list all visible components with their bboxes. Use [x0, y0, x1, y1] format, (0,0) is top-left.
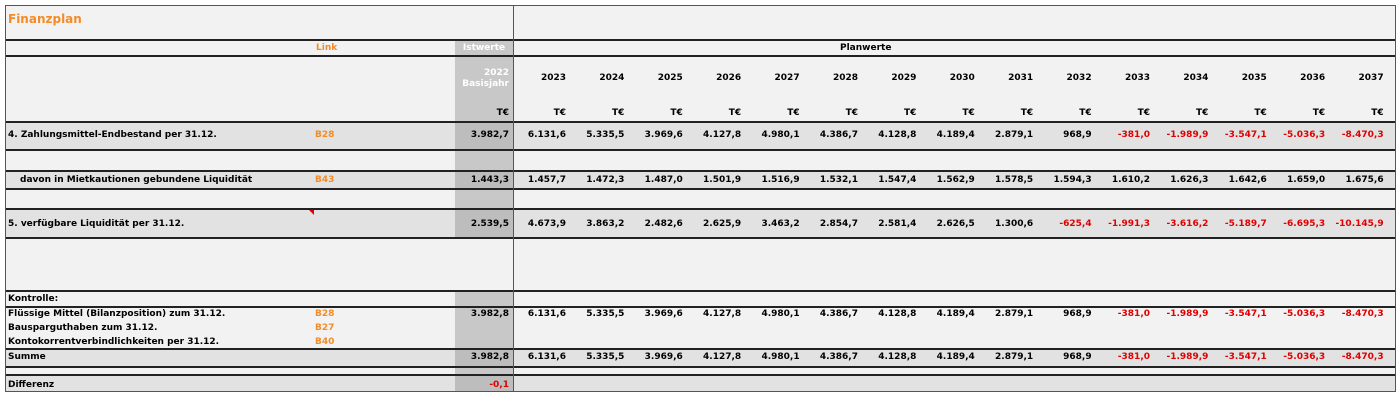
kontrolle-label: Kontrolle: — [8, 294, 59, 304]
row-miet-link[interactable]: B43 — [315, 175, 335, 185]
row-4-value-cell: 968,9 — [1063, 130, 1092, 140]
row-5-value-cell: 2.581,4 — [878, 219, 917, 229]
row-miet-value-cell: 1.547,4 — [878, 175, 917, 185]
unit-header-cell: T€ — [1371, 108, 1384, 118]
fluessig-value-cell: 4.189,4 — [936, 309, 975, 319]
row-5-value-cell: -5.189,7 — [1224, 219, 1267, 229]
divider — [6, 237, 1395, 239]
unit-header-cell: T€ — [1079, 108, 1092, 118]
bauspar-label: Bausparguthaben zum 31.12. — [8, 323, 158, 333]
row-5-value-cell: 1.300,6 — [995, 219, 1034, 229]
summe-value-cell: 4.386,7 — [819, 352, 858, 362]
fluessig-value-cell: -3.547,1 — [1224, 309, 1267, 319]
fluessig-value-cell: 5.335,5 — [586, 309, 625, 319]
unit-header-cell: T€ — [1137, 108, 1150, 118]
summe-value-cell: -3.547,1 — [1224, 352, 1267, 362]
base-year: 2022 — [483, 68, 509, 78]
divider — [6, 170, 1395, 172]
row-4-value-cell: -3.547,1 — [1224, 130, 1267, 140]
year-header-cell: 2028 — [832, 73, 858, 83]
year-header-cell: 2025 — [657, 73, 683, 83]
row-5-value-cell: -1.991,3 — [1108, 219, 1150, 229]
row-5-value-cell: -6.695,3 — [1283, 219, 1326, 229]
row-miet-value-cell: 1.642,6 — [1228, 175, 1267, 185]
row-miet-value-cell: 1.457,7 — [527, 175, 566, 185]
year-header-cell: 2024 — [599, 73, 625, 83]
fluessig-value-cell: -1.989,9 — [1166, 309, 1209, 319]
finanzplan-sheet — [5, 5, 1396, 392]
unit-header-cell: T€ — [903, 108, 917, 118]
row-miet-value-cell: 1.516,9 — [761, 175, 800, 185]
unit-header-cell: T€ — [670, 108, 683, 118]
row-miet-value-cell: 1.532,1 — [819, 175, 858, 185]
summe-value-cell: 4.189,4 — [936, 352, 975, 362]
row-4-value-cell: -8.470,3 — [1341, 130, 1384, 140]
row-5-ist: 2.539,5 — [470, 219, 509, 229]
row-4-value-cell: 3.969,6 — [644, 130, 683, 140]
summe-value-cell: 4.980,1 — [761, 352, 800, 362]
fluessig-value-cell: 3.969,6 — [644, 309, 683, 319]
divider — [6, 121, 1395, 123]
summe-value-cell: -8.470,3 — [1341, 352, 1384, 362]
row-5-value-cell: 3.863,2 — [586, 219, 625, 229]
summe-value-cell: -381,0 — [1117, 352, 1150, 362]
year-header-cell: 2026 — [716, 73, 742, 83]
row-miet-value-cell: 1.675,6 — [1345, 175, 1384, 185]
fluessig-label: Flüssige Mittel (Bilanzposition) zum 31.12. — [8, 309, 226, 319]
fluessig-value-cell: 4.980,1 — [761, 309, 800, 319]
row-4-value-cell: 4.386,7 — [819, 130, 858, 140]
unit-ist: T€ — [496, 108, 509, 118]
year-header-cell: 2029 — [891, 73, 917, 83]
unit-header-cell: T€ — [553, 108, 566, 118]
konto-link[interactable]: B40 — [315, 337, 335, 347]
row-4-value-cell: 2.879,1 — [995, 130, 1034, 140]
row-miet-value-cell: 1.594,3 — [1053, 175, 1092, 185]
row-4-ist: 3.982,7 — [470, 130, 509, 140]
divider — [6, 208, 1395, 210]
year-header-cell: 2035 — [1241, 73, 1267, 83]
year-header-cell: 2037 — [1358, 73, 1384, 83]
summe-label: Summe — [8, 352, 46, 362]
row-miet-value-cell: 1.487,0 — [644, 175, 683, 185]
konto-label: Kontokorrentverbindlichkeiten per 31.12. — [8, 337, 220, 347]
divider — [6, 374, 1395, 376]
year-header-cell: 2031 — [1008, 73, 1034, 83]
row-4-value-cell: -381,0 — [1117, 130, 1150, 140]
row-miet-value-cell: 1.501,9 — [703, 175, 742, 185]
row-5-value-cell: -3.616,2 — [1166, 219, 1209, 229]
divider — [6, 306, 1395, 308]
summe-value-cell: -1.989,9 — [1166, 352, 1209, 362]
row-4-link[interactable]: B28 — [315, 130, 335, 140]
row-5-value-cell: -10.145,9 — [1335, 219, 1384, 229]
summe-value-cell: 6.131,6 — [527, 352, 566, 362]
divider — [6, 55, 1395, 57]
fluessig-value-cell: -5.036,3 — [1283, 309, 1326, 319]
unit-header-cell: T€ — [1195, 108, 1209, 118]
fluessig-value-cell: 6.131,6 — [527, 309, 566, 319]
row-miet-value-cell: 1.562,9 — [936, 175, 975, 185]
year-header-cell: 2032 — [1066, 73, 1092, 83]
row-5-value-cell: 2.854,7 — [819, 219, 858, 229]
divider — [6, 39, 1395, 41]
divider — [6, 348, 1395, 350]
unit-header-cell: T€ — [845, 108, 858, 118]
summe-value-cell: 3.969,6 — [644, 352, 683, 362]
row-5-value-cell: 2.482,6 — [644, 219, 683, 229]
row-5-value-cell: 4.673,9 — [527, 219, 566, 229]
row-4-value-cell: 5.335,5 — [586, 130, 625, 140]
page-title: Finanzplan — [8, 12, 82, 26]
divider — [6, 149, 1395, 151]
row-miet-value-cell: 1.578,5 — [995, 175, 1034, 185]
unit-header-cell: T€ — [611, 108, 625, 118]
row-4-value-cell: -1.989,9 — [1166, 130, 1209, 140]
istwerte-header: Istwerte — [462, 43, 506, 53]
row-miet-label: davon in Mietkautionen gebundene Liquidität — [20, 175, 253, 185]
year-header-cell: 2027 — [774, 73, 800, 83]
year-header-cell: 2036 — [1300, 73, 1326, 83]
differenz-label: Differenz — [8, 380, 55, 390]
link-header: Link — [316, 43, 338, 53]
row-4-value-cell: 6.131,6 — [527, 130, 566, 140]
divider — [6, 188, 1395, 190]
row-5-value-cell: -625,4 — [1059, 219, 1092, 229]
row-5-label: 5. verfügbare Liquidität per 31.12. — [8, 219, 185, 229]
base-year-sub: Basisjahr — [462, 79, 509, 89]
row-4-value-cell: 4.189,4 — [936, 130, 975, 140]
year-header-cell: 2034 — [1183, 73, 1209, 83]
summe-value-cell: 2.879,1 — [995, 352, 1034, 362]
year-header-cell: 2033 — [1124, 73, 1150, 83]
row-4-label: 4. Zahlungsmittel-Endbestand per 31.12. — [8, 130, 217, 140]
fluessig-link[interactable]: B28 — [315, 309, 335, 319]
year-header-cell: 2023 — [540, 73, 566, 83]
gap-area — [6, 238, 513, 291]
fluessig-value-cell: -8.470,3 — [1341, 309, 1384, 319]
unit-header-cell: T€ — [1312, 108, 1326, 118]
row-5-value-cell: 3.463,2 — [761, 219, 800, 229]
row-4-value-cell: 4.127,8 — [703, 130, 742, 140]
summe-value-cell: 4.127,8 — [703, 352, 742, 362]
unit-header-cell: T€ — [787, 108, 800, 118]
unit-header-cell: T€ — [728, 108, 742, 118]
summe-value-cell: -5.036,3 — [1283, 352, 1326, 362]
differenz-ist: -0,1 — [489, 380, 509, 390]
unit-header-cell: T€ — [1020, 108, 1034, 118]
unit-header-cell: T€ — [1254, 108, 1267, 118]
row-5-value-cell: 2.626,5 — [936, 219, 975, 229]
row-miet-value-cell: 1.472,3 — [586, 175, 625, 185]
ist-gap — [455, 238, 513, 291]
fluessig-value-cell: 4.128,8 — [878, 309, 917, 319]
divider — [6, 366, 1395, 368]
summe-ist: 3.982,8 — [470, 352, 509, 362]
row-miet-value-cell: 1.610,2 — [1111, 175, 1150, 185]
row-miet-value-cell: 1.626,3 — [1170, 175, 1209, 185]
row-fill-differenz — [6, 376, 1395, 392]
row-4-value-cell: 4.980,1 — [761, 130, 800, 140]
fluessig-value-cell: 4.386,7 — [819, 309, 858, 319]
bauspar-link[interactable]: B27 — [315, 323, 335, 333]
summe-value-cell: 5.335,5 — [586, 352, 625, 362]
fluessig-value-cell: 4.127,8 — [703, 309, 742, 319]
fluessig-ist: 3.982,8 — [470, 309, 509, 319]
summe-value-cell: 4.128,8 — [878, 352, 917, 362]
year-header-cell: 2030 — [949, 73, 975, 83]
summe-value-cell: 968,9 — [1063, 352, 1092, 362]
fluessig-value-cell: 2.879,1 — [995, 309, 1034, 319]
row-5-value-cell: 2.625,9 — [703, 219, 742, 229]
fluessig-value-cell: -381,0 — [1117, 309, 1150, 319]
row-miet-ist: 1.443,3 — [470, 175, 509, 185]
row-miet-value-cell: 1.659,0 — [1287, 175, 1326, 185]
divider — [6, 290, 1395, 292]
fluessig-value-cell: 968,9 — [1063, 309, 1092, 319]
comment-indicator-icon[interactable] — [309, 210, 314, 215]
column-divider — [513, 6, 514, 392]
row-4-value-cell: -5.036,3 — [1283, 130, 1326, 140]
unit-header-cell: T€ — [962, 108, 975, 118]
planwerte-header: Planwerte — [840, 43, 892, 53]
row-4-value-cell: 4.128,8 — [878, 130, 917, 140]
